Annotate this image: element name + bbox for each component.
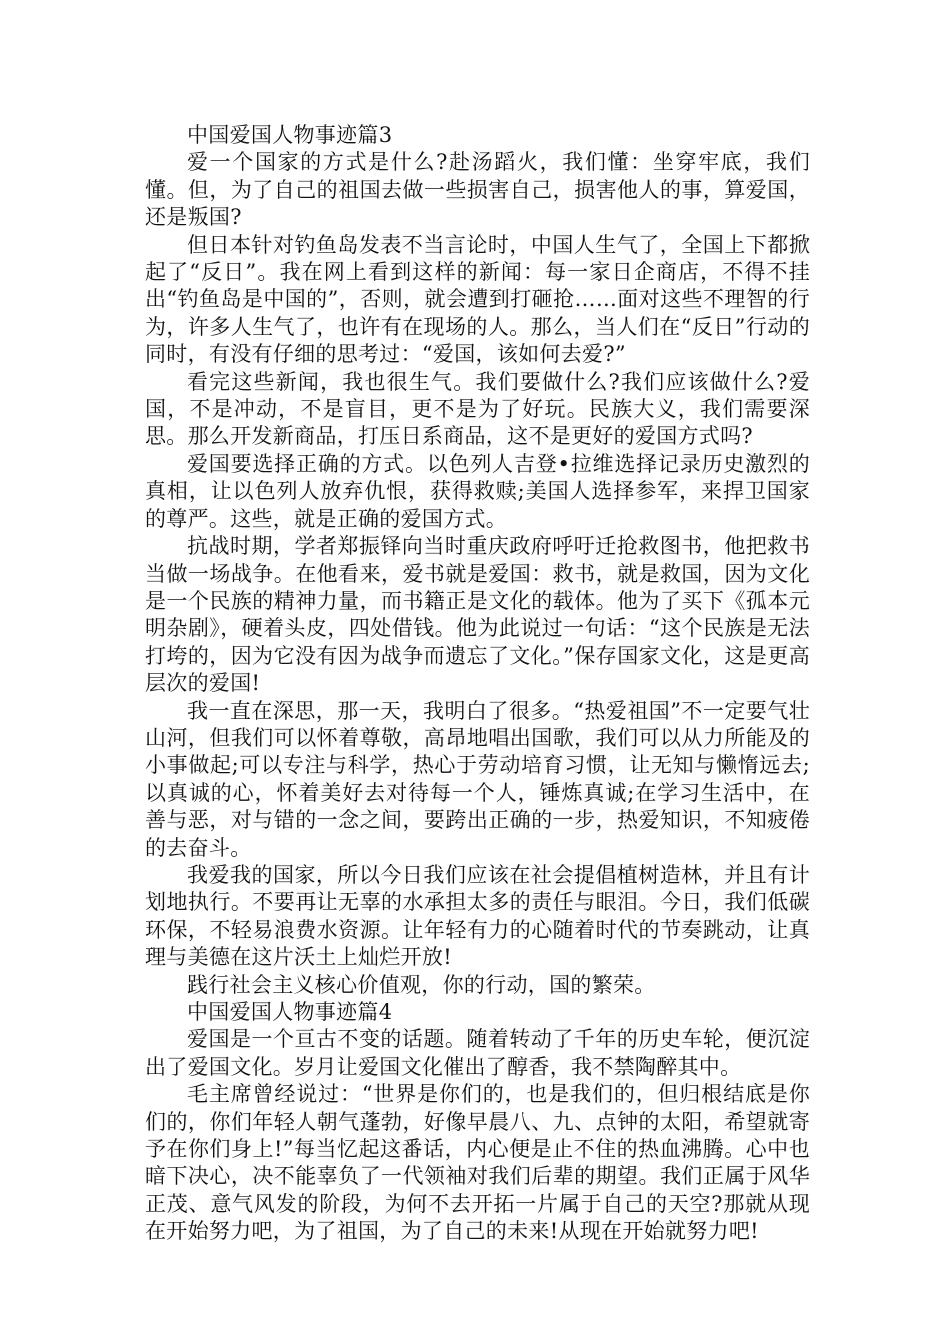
paragraph: 抗战时期，学者郑振铎向当时重庆政府呼吁迁抢救图书，他把救书当做一场战争。在他看来，爱书就是爱国：救书，就是救国，因为文化是一个民族的精神力量，而书籍正是文化的载体。他为了买下《孤本元明杂剧》，硬着头皮，四处借钱。他为此说过一句话：“这个民族是无法打垮的，因为它没有因为战争而遗忘了文化。”保存国家文化，这是更高层次的爱国!	[145, 534, 810, 696]
paragraph: 我一直在深思，那一天，我明白了很多。“热爱祖国”不一定要气壮山河，但我们可以怀着尊敬，高昂地唱出国歌，我们可以从力所能及的小事做起;可以专注与科学，热心于劳动培育习惯，让无知与懒惰远去;以真诚的心，怀着美好去对待每一个人，锤炼真诚;在学习生活中，在善与恶，对与错的一念之间，要跨出正确的一步，热爱知识，不知疲倦的去奋斗。	[145, 698, 810, 860]
document-body	[145, 122, 810, 1246]
paragraph: 毛主席曾经说过：“世界是你们的，也是我们的，但归根结底是你们的，你们年轻人朝气蓬勃，好像早晨八、九、点钟的太阳，希望就寄予在你们身上!”每当忆起这番话，内心便是止不住的热血沸腾。心中也暗下决心，决不能辜负了一代领袖对我们后辈的期望。我们正属于风华正茂、意气风发的阶段，为何不去开拓一片属于自己的天空?那就从现在开始努力吧，为了祖国，为了自己的未来!从现在开始就努力吧!	[145, 1082, 810, 1244]
paragraph: 我爱我的国家，所以今日我们应该在社会提倡植树造林，并且有计划地执行。不要再让无辜的水承担太多的责任与眼泪。今日，我们低碳环保，不轻易浪费水资源。让年轻有力的心随着时代的节奏跳动，让真理与美德在这片沃土上灿烂开放!	[145, 862, 810, 970]
paragraph: 但日本针对钓鱼岛发表不当言论时，中国人生气了，全国上下都掀起了“反日”。我在网上看到这样的新闻：每一家日企商店，不得不挂出“钓鱼岛是中国的”，否则，就会遭到打砸抢……面对这些不理智的行为，许多人生气了，也许有在现场的人。那么，当人们在“反日”行动的同时，有没有仔细的思考过：“爱国，该如何去爱?”	[145, 232, 810, 367]
paragraph: 爱国是一个亘古不变的话题。随着转动了千年的历史车轮，便沉淀出了爱国文化。岁月让爱国文化催出了醇香，我不禁陶醉其中。	[145, 1027, 810, 1079]
section-heading-4: 中国爱国人物事迹篇4	[187, 1000, 393, 1024]
paragraph: 看完这些新闻，我也很生气。我们要做什么?我们应该做什么?爱国，不是冲动，不是盲目，更不是为了好玩。民族大义，我们需要深思。那么开发新商品，打压日系商品，这不是更好的爱国方式吗?	[145, 369, 810, 449]
paragraph: 践行社会主义核心价值观，你的行动，国的繁荣。	[187, 972, 656, 997]
section-heading-3: 中国爱国人物事迹篇3	[187, 123, 393, 147]
paragraph: 爱国要选择正确的方式。以色列人吉登•拉维选择记录历史激烈的真相，让以色列人放弃仇恨，获得救赎;美国人选择参军，来捍卫国家的尊严。这些，就是正确的爱国方式。	[145, 451, 810, 531]
paragraph: 爱一个国家的方式是什么?赴汤蹈火，我们懂：坐穿牢底，我们懂。但，为了自己的祖国去做一些损害自己，损害他人的事，算爱国，还是叛国?	[145, 150, 810, 230]
